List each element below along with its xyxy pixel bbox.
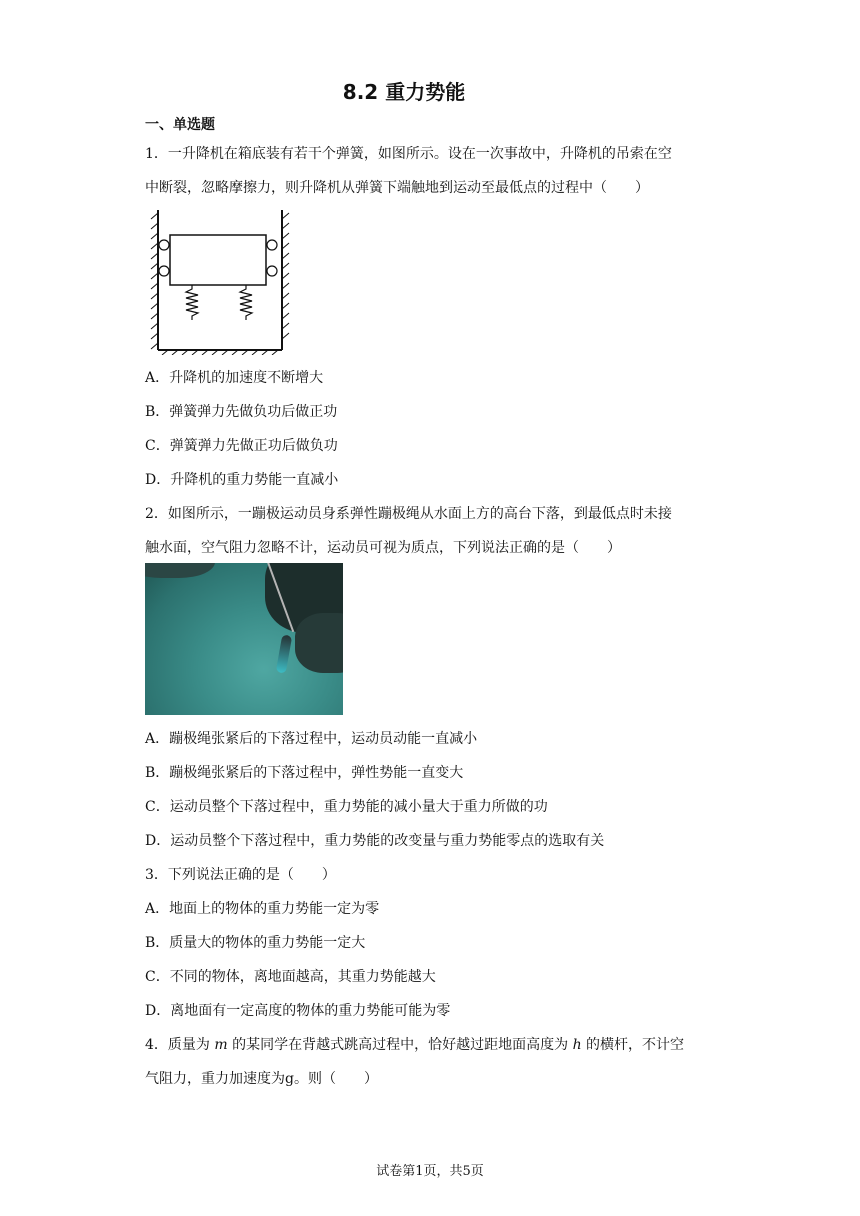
q1-option-a: A．升降机的加速度不断增大 <box>145 370 324 386</box>
q4-stem-line1 <box>145 1034 684 1054</box>
q2-stem-line2: 触水面，空气阻力忽略不计，运动员可视为质点，下列说法正确的是（ ） <box>145 540 621 556</box>
q4-text-c: 的横杆，不计空 <box>586 1037 685 1053</box>
q2-option-c: C．运动员整个下落过程中，重力势能的减小量大于重力所做的功 <box>145 799 548 815</box>
q3-option-a: A．地面上的物体的重力势能一定为零 <box>145 901 380 917</box>
q1-option-c: C．弹簧弹力先做正功后做负功 <box>145 438 338 454</box>
q3-option-c: C．不同的物体，离地面越高，其重力势能越大 <box>145 969 436 985</box>
q1-option-b: B．弹簧弹力先做负功后做正功 <box>145 404 338 420</box>
q3-stem: 3．下列说法正确的是（ ） <box>145 867 336 883</box>
q1-stem-line1: 1．一升降机在箱底装有若干个弹簧，如图所示。设在一次事故中，升降机的吊索在空 <box>145 146 672 162</box>
q4-text-b: 的某同学在背越式跳高过程中，恰好越过距地面高度为 <box>232 1037 569 1053</box>
elevator-spring-figure <box>150 205 290 355</box>
q3-option-d: D．离地面有一定高度的物体的重力势能可能为零 <box>145 1003 451 1019</box>
q3-option-b: B．质量大的物体的重力势能一定大 <box>145 935 366 951</box>
q2-option-a: A．蹦极绳张紧后的下落过程中，运动员动能一直减小 <box>145 731 478 747</box>
q4-var-m: m <box>214 1037 228 1053</box>
q2-stem-line1: 2．如图所示，一蹦极运动员身系弹性蹦极绳从水面上方的高台下落，到最低点时未接 <box>145 506 672 522</box>
page-title: 8.2 重力势能 <box>342 80 466 104</box>
jumper-figure <box>276 634 292 673</box>
q2-option-b: B．蹦极绳张紧后的下落过程中，弹性势能一直变大 <box>145 765 464 781</box>
q4-stem-line2: 气阻力，重力加速度为g。则（ ） <box>145 1071 378 1087</box>
q1-option-d: D．升降机的重力势能一直减小 <box>145 472 339 488</box>
bungee-jump-photo <box>145 563 343 715</box>
page-footer: 试卷第1页，共5页 <box>376 1164 484 1179</box>
q4-text-a: 4．质量为 <box>145 1037 210 1053</box>
section-heading: 一、单选题 <box>145 117 215 133</box>
q2-option-d: D．运动员整个下落过程中，重力势能的改变量与重力势能零点的选取有关 <box>145 833 605 849</box>
q4-var-h: h <box>572 1037 582 1053</box>
q1-stem-line2: 中断裂，忽略摩擦力，则升降机从弹簧下端触地到运动至最低点的过程中（ ） <box>145 180 649 196</box>
